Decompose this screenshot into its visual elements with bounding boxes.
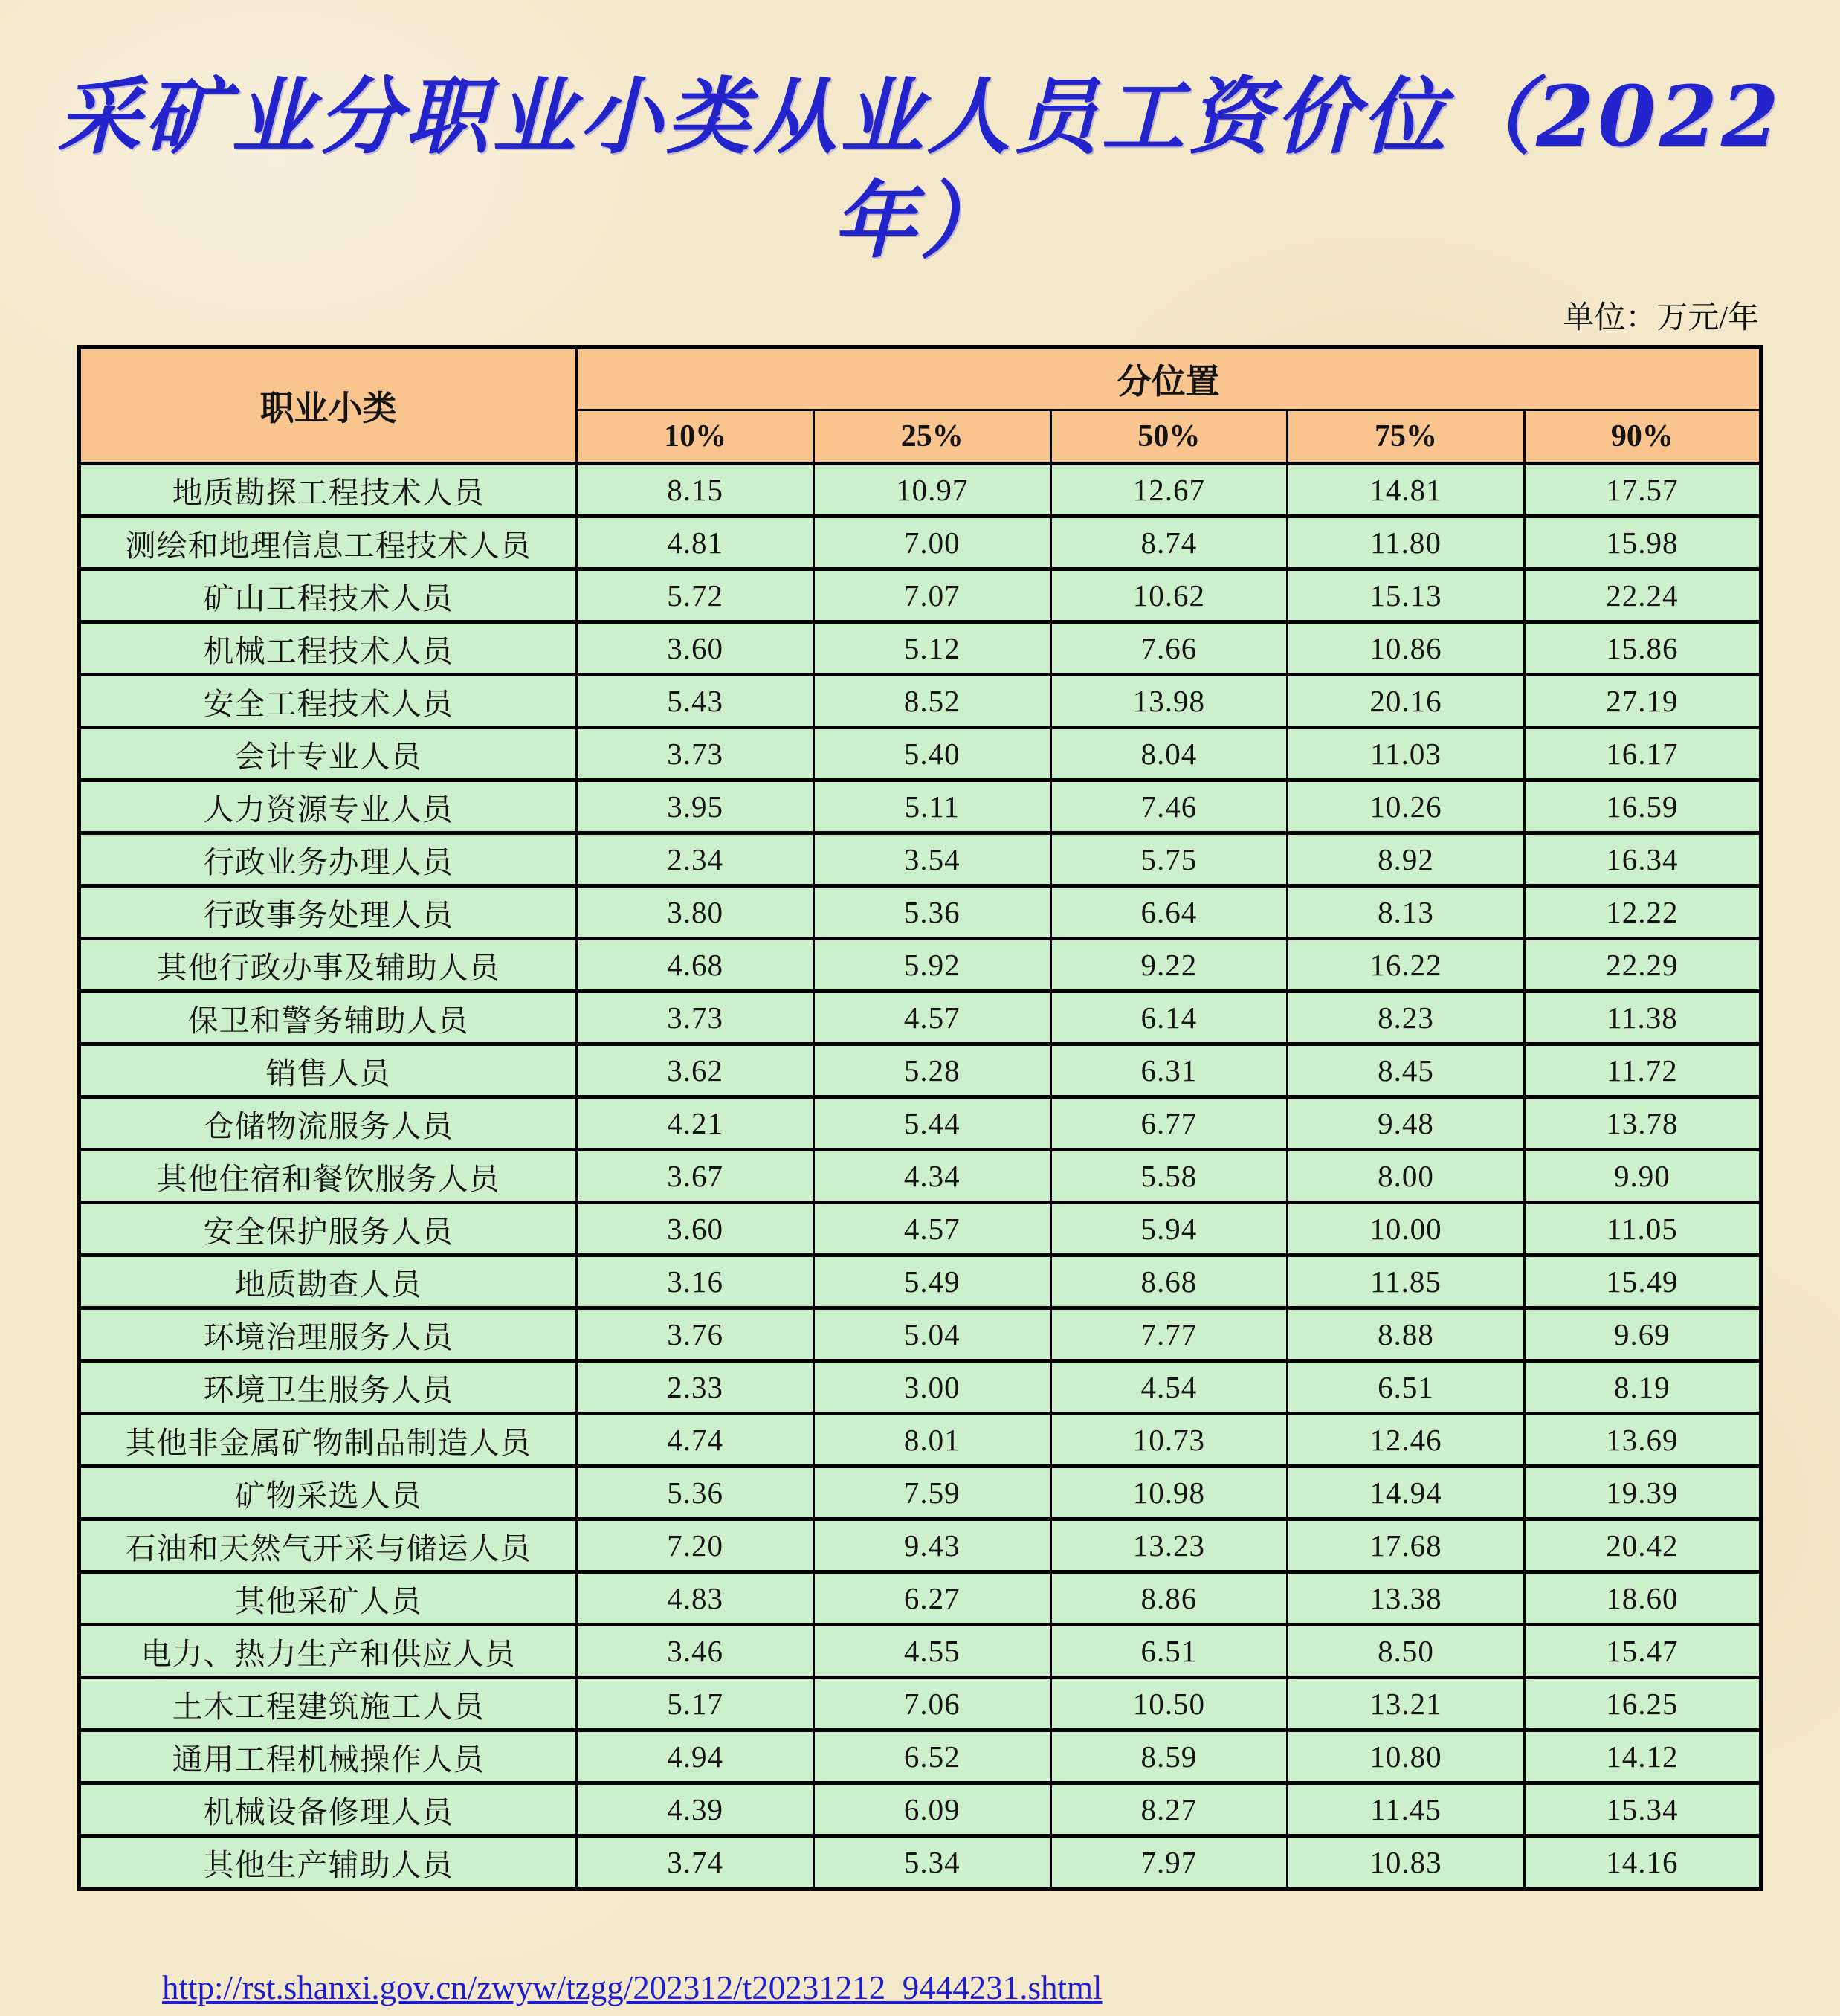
value-cell: 17.68 xyxy=(1288,1519,1525,1572)
value-cell: 10.62 xyxy=(1050,569,1288,622)
value-cell: 4.54 xyxy=(1050,1361,1288,1414)
value-cell: 5.72 xyxy=(577,569,814,622)
value-cell: 8.13 xyxy=(1288,886,1525,939)
unit-label: 单位：万元/年 xyxy=(1563,301,1759,335)
value-cell: 7.07 xyxy=(813,569,1050,622)
value-cell: 7.00 xyxy=(813,517,1050,569)
value-cell: 8.59 xyxy=(1050,1731,1288,1783)
value-cell: 3.54 xyxy=(813,833,1050,886)
value-cell: 3.80 xyxy=(577,886,814,939)
occupation-cell: 电力、热力生产和供应人员 xyxy=(79,1625,577,1678)
percentile-header: 25% xyxy=(813,410,1050,464)
value-cell: 5.43 xyxy=(577,675,814,728)
value-cell: 3.73 xyxy=(577,992,814,1044)
occupation-cell: 销售人员 xyxy=(79,1044,577,1097)
value-cell: 16.22 xyxy=(1288,939,1525,992)
occupation-cell: 安全保护服务人员 xyxy=(79,1203,577,1256)
value-cell: 5.04 xyxy=(813,1308,1050,1361)
table-row xyxy=(79,1308,1761,1361)
percentile-header: 10% xyxy=(577,410,814,464)
table-row xyxy=(79,1414,1761,1467)
value-cell: 5.40 xyxy=(813,728,1050,781)
value-cell: 11.38 xyxy=(1524,992,1761,1044)
occupation-cell: 地质勘查人员 xyxy=(79,1256,577,1308)
value-cell: 7.06 xyxy=(813,1678,1050,1731)
value-cell: 8.68 xyxy=(1050,1256,1288,1308)
value-cell: 16.25 xyxy=(1524,1678,1761,1731)
table-row xyxy=(79,1519,1761,1572)
value-cell: 5.12 xyxy=(813,622,1050,675)
value-cell: 10.00 xyxy=(1288,1203,1525,1256)
value-cell: 3.95 xyxy=(577,781,814,833)
value-cell: 7.59 xyxy=(813,1467,1050,1519)
value-cell: 3.16 xyxy=(577,1256,814,1308)
value-cell: 27.19 xyxy=(1524,675,1761,728)
value-cell: 6.77 xyxy=(1050,1097,1288,1150)
value-cell: 14.94 xyxy=(1288,1467,1525,1519)
value-cell: 5.28 xyxy=(813,1044,1050,1097)
value-cell: 10.50 xyxy=(1050,1678,1288,1731)
table-row xyxy=(79,622,1761,675)
value-cell: 15.49 xyxy=(1524,1256,1761,1308)
value-cell: 2.33 xyxy=(577,1361,814,1414)
occupation-cell: 其他非金属矿物制品制造人员 xyxy=(79,1414,577,1467)
value-cell: 11.72 xyxy=(1524,1044,1761,1097)
value-cell: 9.43 xyxy=(813,1519,1050,1572)
value-cell: 12.46 xyxy=(1288,1414,1525,1467)
value-cell: 8.88 xyxy=(1288,1308,1525,1361)
value-cell: 10.83 xyxy=(1288,1836,1525,1890)
value-cell: 9.90 xyxy=(1524,1150,1761,1203)
table-row xyxy=(79,1678,1761,1731)
value-cell: 8.04 xyxy=(1050,728,1288,781)
value-cell: 6.31 xyxy=(1050,1044,1288,1097)
value-cell: 5.49 xyxy=(813,1256,1050,1308)
value-cell: 6.51 xyxy=(1288,1361,1525,1414)
value-cell: 3.76 xyxy=(577,1308,814,1361)
value-cell: 3.62 xyxy=(577,1044,814,1097)
source-link-row xyxy=(162,1968,1763,2007)
value-cell: 11.45 xyxy=(1288,1783,1525,1836)
table-body xyxy=(79,464,1761,1890)
value-cell: 13.21 xyxy=(1288,1678,1525,1731)
occupation-cell: 其他行政办事及辅助人员 xyxy=(79,939,577,992)
value-cell: 19.39 xyxy=(1524,1467,1761,1519)
value-cell: 3.60 xyxy=(577,1203,814,1256)
value-cell: 10.80 xyxy=(1288,1731,1525,1783)
value-cell: 12.67 xyxy=(1050,464,1288,517)
value-cell: 6.51 xyxy=(1050,1625,1288,1678)
value-cell: 8.27 xyxy=(1050,1783,1288,1836)
value-cell: 20.42 xyxy=(1524,1519,1761,1572)
value-cell: 3.67 xyxy=(577,1150,814,1203)
value-cell: 3.74 xyxy=(577,1836,814,1890)
occupation-cell: 石油和天然气开采与储运人员 xyxy=(79,1519,577,1572)
value-cell: 3.46 xyxy=(577,1625,814,1678)
table-row xyxy=(79,992,1761,1044)
value-cell: 8.86 xyxy=(1050,1572,1288,1625)
value-cell: 4.83 xyxy=(577,1572,814,1625)
occupation-cell: 机械工程技术人员 xyxy=(79,622,577,675)
value-cell: 15.34 xyxy=(1524,1783,1761,1836)
value-cell: 18.60 xyxy=(1524,1572,1761,1625)
percentile-group-header: 分位置 xyxy=(577,347,1761,410)
percentile-header: 50% xyxy=(1050,410,1288,464)
percentile-header: 90% xyxy=(1524,410,1761,464)
table-row xyxy=(79,1203,1761,1256)
value-cell: 16.17 xyxy=(1524,728,1761,781)
value-cell: 12.22 xyxy=(1524,886,1761,939)
value-cell: 4.81 xyxy=(577,517,814,569)
value-cell: 8.74 xyxy=(1050,517,1288,569)
value-cell: 13.78 xyxy=(1524,1097,1761,1150)
value-cell: 6.52 xyxy=(813,1731,1050,1783)
value-cell: 17.57 xyxy=(1524,464,1761,517)
value-cell: 8.52 xyxy=(813,675,1050,728)
value-cell: 15.47 xyxy=(1524,1625,1761,1678)
value-cell: 10.86 xyxy=(1288,622,1525,675)
content-area xyxy=(77,293,1763,2007)
value-cell: 22.24 xyxy=(1524,569,1761,622)
table-row xyxy=(79,886,1761,939)
value-cell: 8.00 xyxy=(1288,1150,1525,1203)
occupation-cell: 环境卫生服务人员 xyxy=(79,1361,577,1414)
value-cell: 5.17 xyxy=(577,1678,814,1731)
value-cell: 9.48 xyxy=(1288,1097,1525,1150)
value-cell: 7.46 xyxy=(1050,781,1288,833)
value-cell: 6.14 xyxy=(1050,992,1288,1044)
value-cell: 5.92 xyxy=(813,939,1050,992)
occupation-cell: 土木工程建筑施工人员 xyxy=(79,1678,577,1731)
table-row xyxy=(79,1044,1761,1097)
value-cell: 6.27 xyxy=(813,1572,1050,1625)
value-cell: 15.13 xyxy=(1288,569,1525,622)
value-cell: 9.69 xyxy=(1524,1308,1761,1361)
occupation-cell: 保卫和警务辅助人员 xyxy=(79,992,577,1044)
value-cell: 5.94 xyxy=(1050,1203,1288,1256)
occupation-cell: 会计专业人员 xyxy=(79,728,577,781)
value-cell: 9.22 xyxy=(1050,939,1288,992)
value-cell: 3.00 xyxy=(813,1361,1050,1414)
table-row xyxy=(79,1783,1761,1836)
value-cell: 8.23 xyxy=(1288,992,1525,1044)
value-cell: 3.60 xyxy=(577,622,814,675)
value-cell: 8.92 xyxy=(1288,833,1525,886)
value-cell: 8.19 xyxy=(1524,1361,1761,1414)
table-row xyxy=(79,1731,1761,1783)
value-cell: 10.97 xyxy=(813,464,1050,517)
value-cell: 15.86 xyxy=(1524,622,1761,675)
value-cell: 4.57 xyxy=(813,992,1050,1044)
table-row xyxy=(79,464,1761,517)
table-row xyxy=(79,1467,1761,1519)
value-cell: 5.34 xyxy=(813,1836,1050,1890)
value-cell: 4.74 xyxy=(577,1414,814,1467)
value-cell: 14.81 xyxy=(1288,464,1525,517)
table-row xyxy=(79,569,1761,622)
occupation-cell: 地质勘探工程技术人员 xyxy=(79,464,577,517)
value-cell: 4.55 xyxy=(813,1625,1050,1678)
value-cell: 4.94 xyxy=(577,1731,814,1783)
value-cell: 16.59 xyxy=(1524,781,1761,833)
value-cell: 8.45 xyxy=(1288,1044,1525,1097)
value-cell: 4.39 xyxy=(577,1783,814,1836)
value-cell: 5.75 xyxy=(1050,833,1288,886)
table-row xyxy=(79,1625,1761,1678)
wage-table xyxy=(77,345,1763,1891)
value-cell: 5.36 xyxy=(577,1467,814,1519)
occupation-cell: 其他采矿人员 xyxy=(79,1572,577,1625)
value-cell: 13.69 xyxy=(1524,1414,1761,1467)
table-row xyxy=(79,1836,1761,1890)
value-cell: 7.20 xyxy=(577,1519,814,1572)
value-cell: 14.16 xyxy=(1524,1836,1761,1890)
table-header xyxy=(79,347,1761,464)
value-cell: 11.03 xyxy=(1288,728,1525,781)
table-row xyxy=(79,781,1761,833)
value-cell: 5.58 xyxy=(1050,1150,1288,1203)
table-row xyxy=(79,675,1761,728)
table-row xyxy=(79,517,1761,569)
table-row xyxy=(79,1256,1761,1308)
occupation-cell: 行政业务办理人员 xyxy=(79,833,577,886)
value-cell: 3.73 xyxy=(577,728,814,781)
value-cell: 8.15 xyxy=(577,464,814,517)
value-cell: 6.09 xyxy=(813,1783,1050,1836)
value-cell: 11.05 xyxy=(1524,1203,1761,1256)
occupation-cell: 环境治理服务人员 xyxy=(79,1308,577,1361)
value-cell: 4.68 xyxy=(577,939,814,992)
value-cell: 8.50 xyxy=(1288,1625,1525,1678)
value-cell: 11.80 xyxy=(1288,517,1525,569)
value-cell: 5.36 xyxy=(813,886,1050,939)
occupation-cell: 其他生产辅助人员 xyxy=(79,1836,577,1890)
table-row xyxy=(79,1361,1761,1414)
table-row xyxy=(79,833,1761,886)
occupation-cell: 矿山工程技术人员 xyxy=(79,569,577,622)
value-cell: 8.01 xyxy=(813,1414,1050,1467)
table-row xyxy=(79,1097,1761,1150)
occupation-cell: 安全工程技术人员 xyxy=(79,675,577,728)
occupation-cell: 测绘和地理信息工程技术人员 xyxy=(79,517,577,569)
value-cell: 6.64 xyxy=(1050,886,1288,939)
occupation-cell: 行政事务处理人员 xyxy=(79,886,577,939)
value-cell: 11.85 xyxy=(1288,1256,1525,1308)
occupation-cell: 通用工程机械操作人员 xyxy=(79,1731,577,1783)
table-row xyxy=(79,939,1761,992)
value-cell: 22.29 xyxy=(1524,939,1761,992)
source-link[interactable]: http://rst.shanxi.gov.cn/zwyw/tzgg/202312/t20231212_9444231.shtml xyxy=(162,1969,1103,2006)
occupation-cell: 矿物采选人员 xyxy=(79,1467,577,1519)
occupation-cell: 其他住宿和餐饮服务人员 xyxy=(79,1150,577,1203)
table-row xyxy=(79,1150,1761,1203)
value-cell: 10.73 xyxy=(1050,1414,1288,1467)
value-cell: 7.97 xyxy=(1050,1836,1288,1890)
value-cell: 4.57 xyxy=(813,1203,1050,1256)
percentile-header: 75% xyxy=(1288,410,1525,464)
value-cell: 13.38 xyxy=(1288,1572,1525,1625)
page-title: 采矿业分职业小类从业人员工资价位（2022年） xyxy=(57,68,1783,270)
value-cell: 4.34 xyxy=(813,1150,1050,1203)
occupation-cell: 人力资源专业人员 xyxy=(79,781,577,833)
value-cell: 13.98 xyxy=(1050,675,1288,728)
value-cell: 10.26 xyxy=(1288,781,1525,833)
table-row xyxy=(79,728,1761,781)
value-cell: 7.66 xyxy=(1050,622,1288,675)
value-cell: 13.23 xyxy=(1050,1519,1288,1572)
value-cell: 2.34 xyxy=(577,833,814,886)
header-group-row xyxy=(79,347,1761,410)
table-row xyxy=(79,1572,1761,1625)
occupation-column-header: 职业小类 xyxy=(79,347,577,464)
value-cell: 16.34 xyxy=(1524,833,1761,886)
value-cell: 7.77 xyxy=(1050,1308,1288,1361)
occupation-cell: 仓储物流服务人员 xyxy=(79,1097,577,1150)
value-cell: 5.44 xyxy=(813,1097,1050,1150)
value-cell: 10.98 xyxy=(1050,1467,1288,1519)
value-cell: 4.21 xyxy=(577,1097,814,1150)
occupation-cell: 机械设备修理人员 xyxy=(79,1783,577,1836)
value-cell: 20.16 xyxy=(1288,675,1525,728)
value-cell: 5.11 xyxy=(813,781,1050,833)
value-cell: 15.98 xyxy=(1524,517,1761,569)
value-cell: 14.12 xyxy=(1524,1731,1761,1783)
